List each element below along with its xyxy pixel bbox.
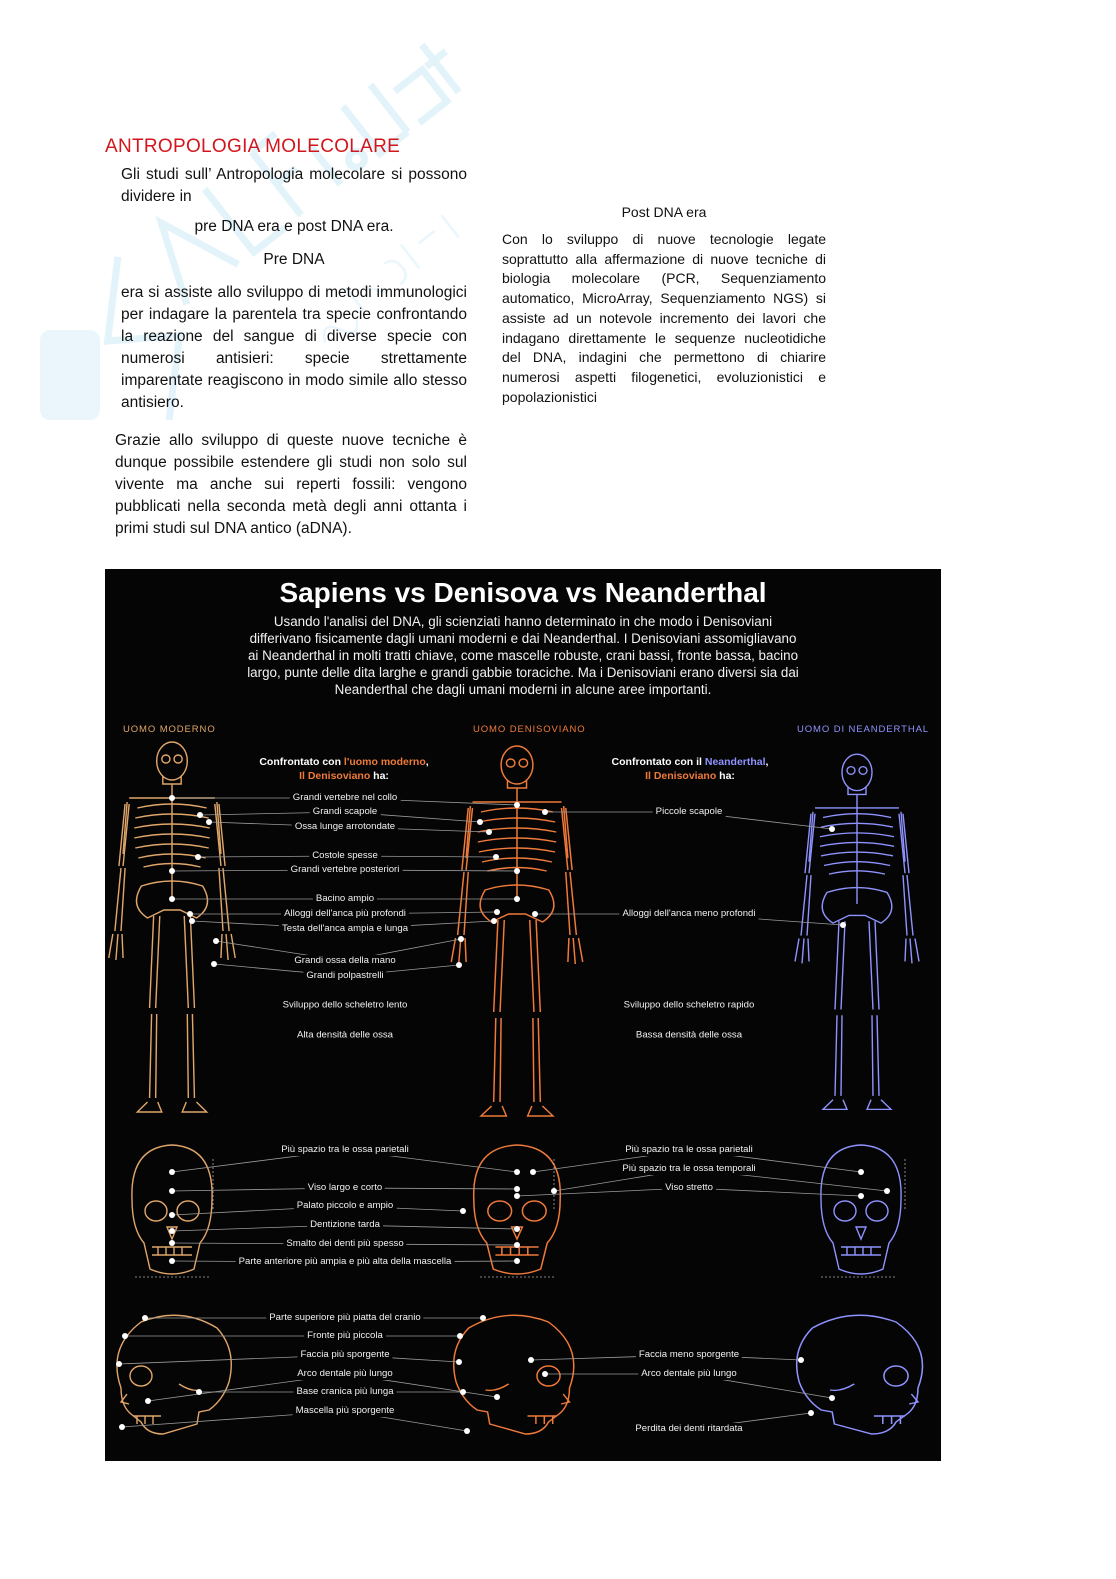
body-callout-right-1-dot [532, 911, 538, 917]
body-callout-left-3: Costole spesse [309, 850, 381, 862]
compare-modern-highlight: l'uomo moderno [343, 756, 426, 768]
skull-front-callout-right-0: Più spazio tra le ossa parietali [622, 1144, 755, 1156]
skull-side-callout-left-5: Mascella più sporgente [293, 1405, 398, 1417]
skull-side-callout-left-3-dot [494, 1394, 500, 1400]
body-callout-right-0-dot [829, 826, 835, 832]
skull-side-callout-right-2: Perdita dei denti ritardata [632, 1423, 745, 1435]
compare-modern-prefix: Confrontato con [259, 756, 344, 768]
body-callout-left-8-dot [213, 938, 219, 944]
compare-modern-subject: Il Denisoviano [299, 770, 371, 782]
body-callout-left-8-dot [458, 936, 464, 942]
skeleton-denisovan-illustration [451, 746, 582, 1116]
skull-front-callout-left-3: Dentizione tarda [307, 1219, 383, 1231]
skull-side-callout-left-5-dot [464, 1428, 470, 1434]
skull-side-callout-left-4: Base cranica più lunga [293, 1386, 396, 1398]
skull-front-callout-right-2: Viso stretto [662, 1182, 716, 1194]
body-callout-left-9: Grandi polpastrelli [303, 970, 386, 982]
skull-front-callout-left-2: Palato piccolo e ampio [294, 1200, 397, 1212]
skull-side-callout-right-1-dot [542, 1371, 548, 1377]
skull-side-callout-right-0: Faccia meno sporgente [636, 1349, 742, 1361]
skull-front-callout-left-0: Più spazio tra le ossa parietali [278, 1144, 411, 1156]
skull-front-neanderthal-illustration [821, 1145, 901, 1274]
col1-intro-paragraph: Gli studi sull’ Antropologia molecolare si possono dividere in [121, 166, 467, 205]
skull-side-denisovan-illustration [454, 1315, 574, 1434]
col1-pre-dna-title: Pre DNA [263, 251, 325, 268]
body-callout-left-6: Alloggi dell'anca più profondi [281, 908, 409, 920]
skull-front-callout-left-1-dot [514, 1186, 520, 1192]
column-header-denisovan: UOMO DENISOVIANO [473, 724, 586, 735]
body-callout-left-5-dot [514, 896, 520, 902]
col1-pre-dna-paragraph: era si assiste allo sviluppo di metodi immunologici per indagare la parentela tra specie confrontando la reazione del sangue di diverse specie con numerosi antisieri: specie strettamente imparentate reagiscono in modo simile allo stesso antisiero. [121, 284, 467, 411]
body-note-left-1: Alta densità delle ossa [297, 1029, 393, 1041]
column-header-neanderthal: UOMO DI NEANDERTHAL [797, 724, 929, 735]
skull-side-callout-left-1-dot [122, 1333, 128, 1339]
body-callout-left-2: Ossa lunge arrotondate [292, 821, 398, 833]
skull-front-callout-right-1-dot [551, 1188, 557, 1194]
skull-side-callout-left-5-dot [119, 1424, 125, 1430]
body-callout-left-2-dot [486, 829, 492, 835]
body-callout-left-6-dot [494, 909, 500, 915]
skull-side-modern-illustration [117, 1315, 231, 1434]
body-callout-left-0-dot [169, 795, 175, 801]
column-header-modern: UOMO MODERNO [123, 724, 216, 735]
skull-front-callout-right-1: Più spazio tra le ossa temporali [619, 1163, 758, 1175]
col1-grazie-paragraph: Grazie allo sviluppo di queste nuove tecniche è dunque possibile estendere gli studi non solo sul vivente ma anche sui reperti fossili: vengono pubblicati nella seconda metà degli anni ottanta i primi studi sul DNA antico (aDNA). [115, 432, 467, 537]
col2-post-dna-title: Post DNA era [621, 204, 707, 220]
body-note-right-0: Sviluppo dello scheletro rapido [623, 999, 755, 1011]
body-callout-left-8: Grandi ossa della mano [291, 955, 398, 967]
skull-front-callout-left-5-dot [169, 1258, 175, 1264]
body-callout-left-0: Grandi vertebre nel collo [290, 792, 401, 804]
skull-front-callout-left-0-dot [169, 1169, 175, 1175]
skull-side-callout-left-0: Parte superiore più piatta del cranio [266, 1312, 423, 1324]
skull-front-denisovan-illustration [474, 1145, 561, 1274]
infographic-description: Usando l'analisi del DNA, gli scienziati hanno determinato in che modo i Denisoviani differivano fisicamente dagli umani moderni e dai Neanderthal. I Denisoviani assomigliavano ai Neanderthal in molti tratti chiave, come mascelle robuste, crani bassi, fronte bassa, bacino largo, punte delle dita larghe e grandi gabbie toraciche. Ma i Denisoviani erano diversi sia dai Neanderthal che dagli umani moderni in alcune aree importanti. [247, 614, 799, 697]
compare-neanderthal-suffix: , [765, 756, 769, 768]
skull-front-callout-left-1-dot [169, 1188, 175, 1194]
body-callout-left-5-dot [169, 896, 175, 902]
skull-side-callout-left-1-dot [457, 1333, 463, 1339]
skull-side-callout-right-0-dot [798, 1357, 804, 1363]
skull-side-neanderthal-illustration [797, 1315, 923, 1434]
skull-side-callout-left-3-dot [145, 1398, 151, 1404]
skull-front-callout-right-2-dot [858, 1193, 864, 1199]
body-callout-left-7: Testa dell'anca ampia e lunga [279, 923, 411, 935]
body-callout-left-5: Bacino ampio [313, 893, 377, 905]
body-callout-left-4-dot [169, 868, 175, 874]
skull-side-callout-left-2-dot [116, 1361, 122, 1367]
skull-front-callout-left-3-dot [514, 1226, 520, 1232]
skull-side-callout-left-2: Faccia più sporgente [297, 1349, 392, 1361]
skull-side-callout-right-1-dot [829, 1395, 835, 1401]
skull-front-callout-left-4: Smalto dei denti più spesso [283, 1238, 406, 1250]
body-callout-left-3-dot [195, 854, 201, 860]
skull-side-callout-left-3: Arco dentale più lungo [294, 1368, 395, 1380]
skull-front-callout-left-4-dot [514, 1242, 520, 1248]
skull-front-callout-left-2-dot [169, 1212, 175, 1218]
skull-front-callout-left-5: Parte anteriore più ampia e più alta della mascella [236, 1256, 455, 1268]
skull-side-callout-right-0-dot [528, 1357, 534, 1363]
skull-front-callout-right-0-dot [858, 1169, 864, 1175]
compare-neanderthal-verb: ha: [716, 770, 735, 782]
body-callout-left-4: Grandi vertebre posteriori [288, 864, 403, 876]
body-callout-left-6-dot [187, 911, 193, 917]
col2-post-dna-paragraph: Con lo sviluppo di nuove tecnologie legate soprattutto alla affermazione di nuove tecniche di biologia molecolare (PCR, Sequenziamento automatico, MicroArray, Sequenziamento NGS) si assiste ad un notevole incremento dei lavori che indagano direttamente le sequenze nucleotidiche del DNA, indagini che permettono di chiarire numerosi aspetti filogenetici, evoluzionistici e popolazionistici [502, 231, 826, 405]
skull-side-callout-left-1: Fronte più piccola [304, 1330, 386, 1342]
body-callout-left-9-dot [456, 962, 462, 968]
compare-neanderthal-prefix: Confrontato con il [611, 756, 705, 768]
skull-side-callout-left-0-dot [142, 1315, 148, 1321]
skull-front-callout-right-1-dot [884, 1188, 890, 1194]
compare-modern-suffix: , [425, 756, 429, 768]
skull-front-callout-left-0-dot [514, 1169, 520, 1175]
skull-side-callout-left-4-dot [196, 1389, 202, 1395]
body-callout-left-7-dot [491, 918, 497, 924]
body-callout-right-1-dot [840, 922, 846, 928]
skull-front-callout-left-2-dot [460, 1208, 466, 1214]
skull-side-callout-left-4-dot [460, 1389, 466, 1395]
skull-side-callout-right-2-dot [808, 1410, 814, 1416]
skull-side-callout-right-1: Arco dentale più lungo [638, 1368, 739, 1380]
skull-front-callout-right-0-dot [530, 1169, 536, 1175]
body-callout-left-4-dot [514, 868, 520, 874]
compare-neanderthal-highlight: Neanderthal [704, 756, 766, 768]
body-callout-left-2-dot [206, 819, 212, 825]
skull-front-modern-illustration [132, 1145, 212, 1274]
col1-era-subtitle: pre DNA era e post DNA era. [194, 218, 394, 235]
infographic-title: Sapiens vs Denisova vs Neanderthal [279, 577, 767, 608]
body-callout-left-9-dot [211, 961, 217, 967]
skull-front-callout-right-2-dot [514, 1193, 520, 1199]
skull-front-callout-left-1: Viso largo e corto [305, 1182, 385, 1194]
body-callout-left-1-dot [477, 819, 483, 825]
body-callout-left-7-dot [189, 918, 195, 924]
skull-side-callout-left-0-dot [480, 1315, 486, 1321]
compare-neanderthal-subject: Il Denisoviano [645, 770, 717, 782]
skeleton-neanderthal-illustration [795, 754, 919, 1109]
body-callout-right-0-dot [542, 809, 548, 815]
body-callout-right-0: Piccole scapole [653, 806, 726, 818]
skull-front-callout-left-3-dot [169, 1228, 175, 1234]
body-note-left-0: Sviluppo dello scheletro lento [282, 999, 408, 1011]
compare-modern-verb: ha: [370, 770, 389, 782]
body-callout-left-1: Grandi scapole [310, 806, 381, 818]
body-note-right-1: Bassa densità delle ossa [635, 1029, 743, 1041]
body-callout-left-0-dot [514, 802, 520, 808]
skull-side-callout-left-2-dot [456, 1359, 462, 1365]
body-callout-left-1-dot [197, 812, 203, 818]
body-callout-left-3-dot [493, 854, 499, 860]
anatomy-illustrations [105, 569, 941, 1461]
infographic-panel [105, 569, 941, 1461]
skull-front-callout-left-4-dot [169, 1240, 175, 1246]
skull-front-callout-left-5-dot [514, 1258, 520, 1264]
body-callout-right-1: Alloggi dell'anca meno profondi [619, 908, 758, 920]
page-heading: ANTROPOLOGIA MOLECOLARE [105, 136, 401, 157]
